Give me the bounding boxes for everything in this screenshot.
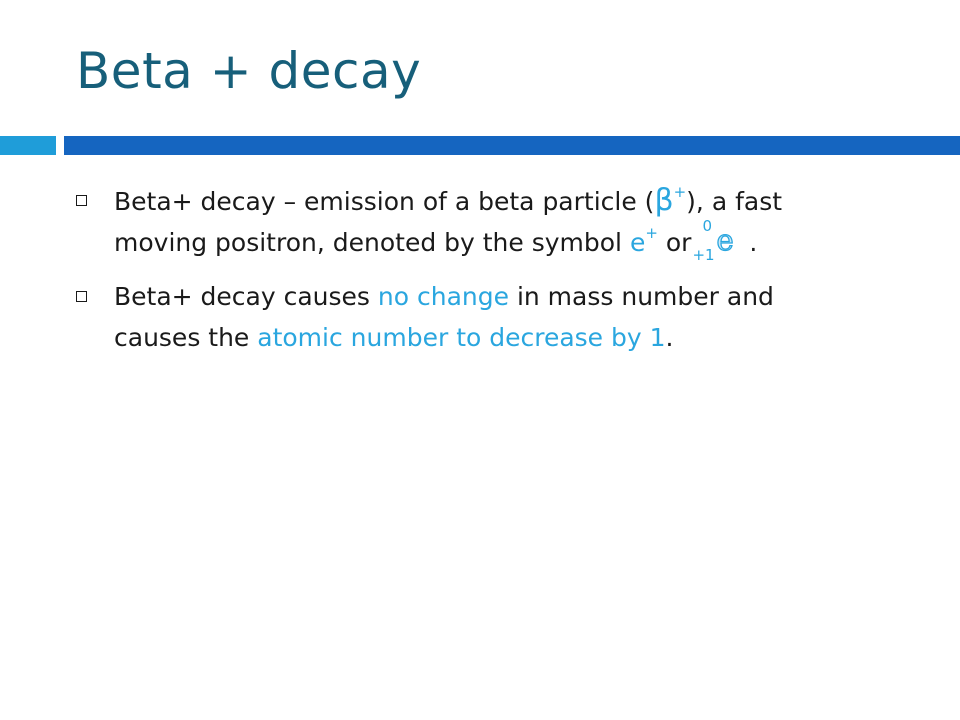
nuclide-symbol: e xyxy=(716,223,734,257)
bullet-item-1 xyxy=(72,180,952,263)
bullet-2-line-1 xyxy=(114,276,952,317)
bullet-2-line-2-start: causes the xyxy=(114,323,258,352)
square-bullet-icon xyxy=(76,291,87,302)
bullet-2-text-part-1: Beta+ decay causes xyxy=(114,282,378,311)
beta-superscript: + xyxy=(673,183,687,201)
bullet-1-line-2 xyxy=(114,217,952,264)
square-bullet-icon xyxy=(76,195,87,206)
or-text: or xyxy=(657,228,692,257)
slide-content xyxy=(72,180,952,371)
highlight-no-change: no change xyxy=(377,282,509,311)
bullet-2-end: . xyxy=(665,323,674,352)
bullet-1-text-part-2: ), a fast xyxy=(686,187,783,216)
bullet-1-end: . xyxy=(741,228,758,257)
bullet-1-line-1 xyxy=(114,180,952,222)
bullet-2-text-part-2: in mass number and xyxy=(509,282,774,311)
beta-symbol: β xyxy=(654,183,674,218)
bullet-2-line-2 xyxy=(114,317,952,358)
positron-symbol: e xyxy=(629,228,646,257)
nuclide-charge-number: +1 xyxy=(692,246,715,264)
highlight-atomic-number: atomic number to decrease by 1 xyxy=(257,323,666,352)
title-rule-accent-right xyxy=(64,136,960,155)
slide-title: Beta + decay xyxy=(76,42,422,100)
bullet-item-2 xyxy=(72,276,952,358)
nuclide-mass-number: 0 xyxy=(702,217,713,235)
title-rule-accent-left xyxy=(0,136,56,155)
positron-superscript: + xyxy=(645,224,658,242)
positron-nuclide-notation xyxy=(691,217,741,264)
bullet-1-line-2-text: moving positron, denoted by the symbol xyxy=(114,228,630,257)
bullet-1-text-part-1: Beta+ decay – emission of a beta particle ( xyxy=(114,187,655,216)
